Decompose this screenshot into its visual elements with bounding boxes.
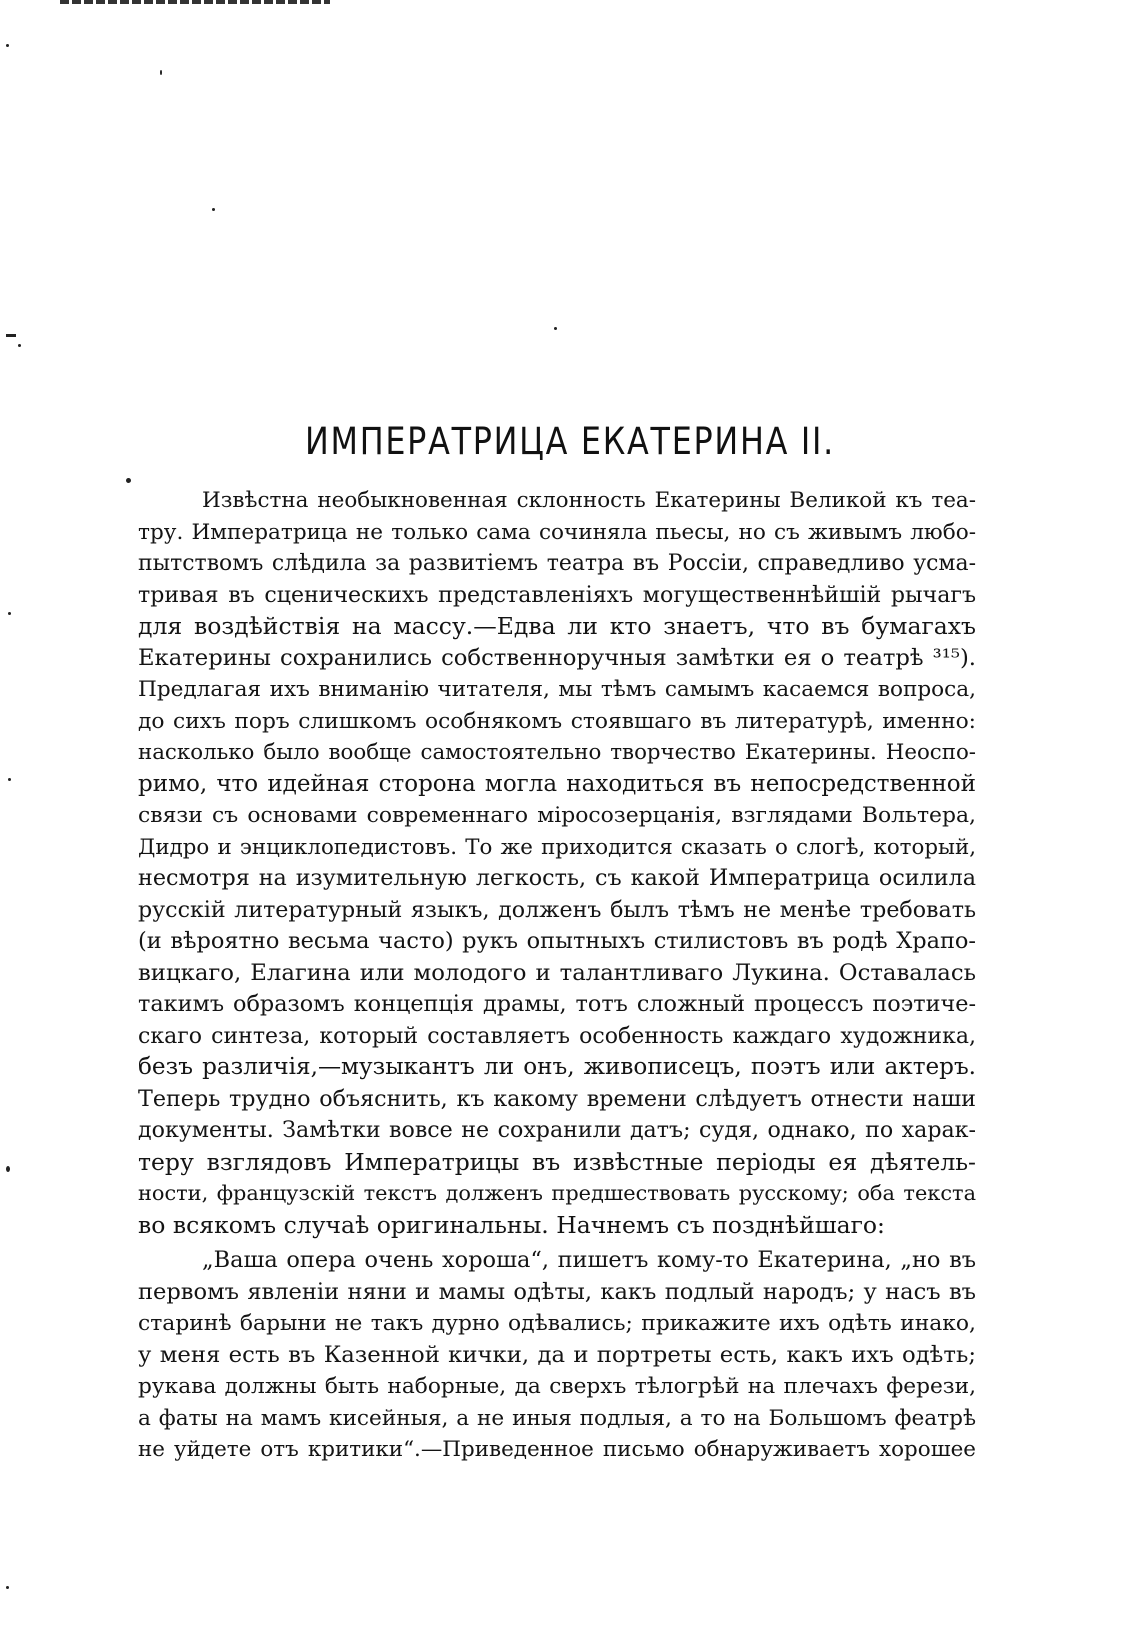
text-line: Предлагая ихъ вниманiю читателя, мы тѣмъ самымъ касаемся вопроса, <box>138 677 976 702</box>
scan-speck <box>212 208 215 211</box>
text-line: тривая въ сценическихъ представленiяхъ могущественнѣйшiй рычагъ <box>138 581 976 608</box>
scan-speck <box>18 344 21 347</box>
scan-speck <box>8 612 11 615</box>
text-line: не уйдете отъ критики“.—Приведенное письмо обнаруживаетъ хорошее <box>138 1437 976 1462</box>
text-line: вицкаго, Елагина или молодого и талантливаго Лукина. Оставалась <box>138 959 976 986</box>
text-line: несмотря на изумительную легкость, съ какой Императрица осилила <box>138 865 976 891</box>
body-text <box>138 485 976 1466</box>
text-line: у меня есть въ Казенной кички, да и портреты есть, какъ ихъ одѣть; <box>138 1341 976 1368</box>
text-line: Извѣстна необыкновенная склонность Екатерины Великой къ теа- <box>202 488 976 513</box>
scan-speck <box>6 44 9 47</box>
text-line: а фаты на мамъ кисейныя, а не иныя подлыя, а то на Большомъ феатрѣ <box>138 1405 976 1431</box>
scan-speck <box>6 334 16 337</box>
text-line: ности, французскiй текстъ долженъ предшествовать русскому; оба текста <box>138 1181 976 1205</box>
text-line: римо, что идейная сторона могла находиться въ непосредственной <box>138 770 976 797</box>
text-line: тру. Императрица не только сама сочиняла пьесы, но съ живымъ любо- <box>138 519 976 545</box>
top-edge-rule <box>60 0 330 4</box>
text-line: Теперь трудно объяснить, къ какому времени слѣдуетъ отнести наши <box>138 1085 976 1112</box>
scan-speck <box>126 478 131 483</box>
text-line: скаго синтеза, который составляетъ особенность каждаго художника, <box>138 1023 976 1049</box>
scan-speck <box>8 778 11 781</box>
text-line: для воздѣйствiя на массу.—Едва ли кто знаетъ, что въ бумагахъ <box>138 612 976 640</box>
text-line: документы. Замѣтки вовсе не сохранили датъ; судя, однако, по харак- <box>138 1117 976 1143</box>
text-line: первомъ явленiи няни и мамы одѣты, какъ подлый народъ; у насъ въ <box>138 1278 976 1305</box>
chapter-title: ИМПЕРАТРИЦА ЕКАТЕРИНА II. <box>305 420 835 463</box>
text-line: безъ различiя,—музыкантъ ли онъ, живописецъ, поэтъ или актеръ. <box>138 1054 976 1080</box>
text-line: Дидро и энциклопедистовъ. То же приходится сказать о слогѣ, который, <box>138 834 976 860</box>
scan-speck <box>6 1586 9 1589</box>
text-line: насколько было вообще самостоятельно творчество Екатерины. Неоспо- <box>138 740 976 765</box>
text-line: (и вѣроятно весьма часто) рукъ опытныхъ стилистовъ въ родѣ Храпо- <box>138 928 976 954</box>
scan-speck <box>6 1166 10 1172</box>
text-line: рукава должны быть наборные, да сверхъ тѣлогрѣй на плечахъ ферези, <box>138 1374 976 1399</box>
text-line: теру взглядовъ Императрицы въ извѣстные перiоды ея дѣятель- <box>138 1147 976 1176</box>
scan-speck <box>554 327 557 330</box>
text-line: Екатерины сохранились собственноручныя замѣтки ея о театрѣ ³¹⁵). <box>138 644 976 671</box>
text-line: „Ваша опера очень хороша“, пишетъ кому-то Екатерина, „но въ <box>202 1247 976 1273</box>
text-line: во всякомъ случаѣ оригинальны. Начнемъ съ позднѣйшаго: <box>138 1210 885 1239</box>
text-line: старинѣ барыни не такъ дурно одѣвались; прикажите ихъ одѣть инако, <box>138 1311 976 1336</box>
text-line: русскiй литературный языкъ, долженъ былъ тѣмъ не менѣе требовать <box>138 896 976 923</box>
text-line: связи съ основами современнаго мiросозерцанiя, взглядами Вольтера, <box>138 803 976 828</box>
text-line: пытствомъ слѣдила за развитiемъ театра въ Россiи, справедливо усма- <box>138 551 976 576</box>
text-line: до сихъ поръ слишкомъ особнякомъ стоявшаго въ литературѣ, именно: <box>138 708 976 734</box>
scan-speck <box>160 70 162 75</box>
text-line: такимъ образомъ концепцiя драмы, тотъ сложный процессъ поэтиче- <box>138 991 976 1017</box>
